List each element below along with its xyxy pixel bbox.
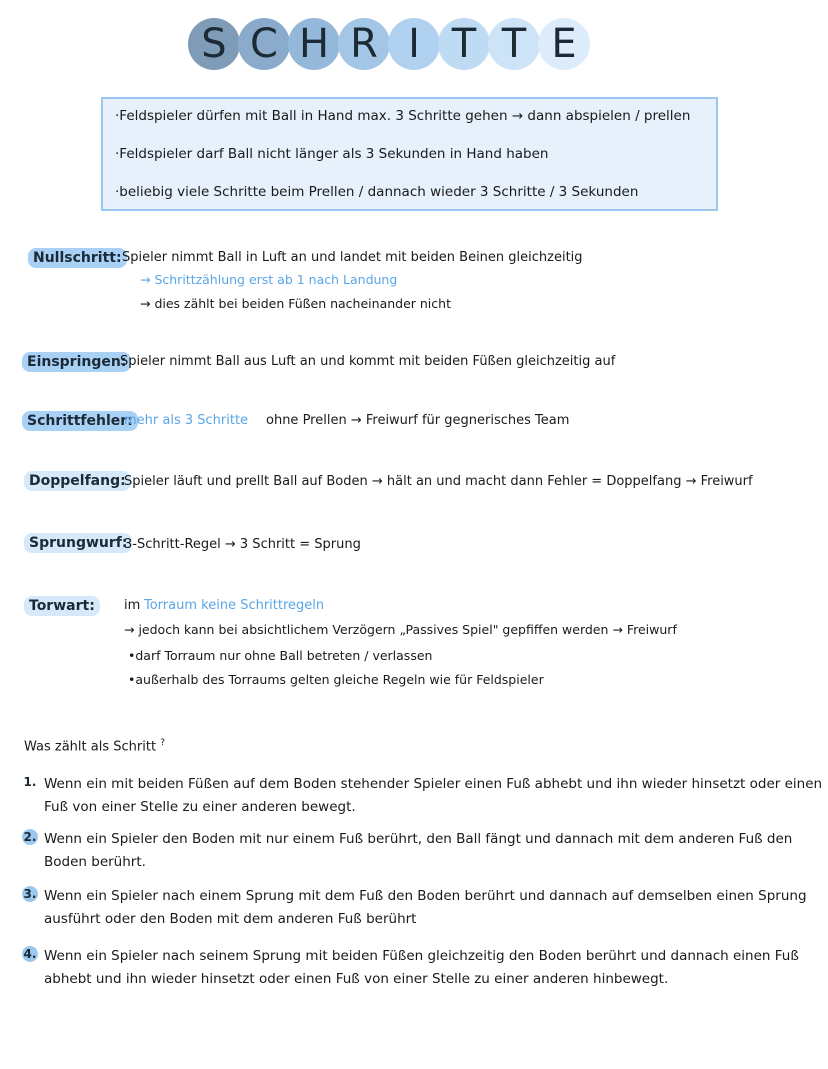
title-letter-circle: T [488, 18, 540, 70]
item-text: Wenn ein Spieler nach seinem Sprung mit beiden Füßen gleichzeitig den Boden berührt und dannach einen Fuß abhebt und ihn wieder hinsetzt oder einen Fuß von einer Stelle zu einer anderen hinbewegt. [44, 948, 799, 987]
nullschritt-sub2: → dies zählt bei beiden Füßen nacheinander nicht [140, 296, 451, 311]
einspringen-text: Spieler nimmt Ball aus Luft an und kommt mit beiden Füßen gleichzeitig auf [120, 354, 616, 369]
label-doppelfang: Doppelfang: [24, 471, 131, 491]
label-torwart: Torwart: [24, 596, 100, 616]
label-schrittfehler: Schrittfehler: [22, 411, 138, 431]
torwart-prefix: im [124, 598, 141, 613]
torwart-sub2: •darf Torraum nur ohne Ball betreten / verlassen [128, 648, 433, 663]
label-einspringen: Einspringen: [22, 352, 131, 372]
question-title-text: Was zählt als Schritt [24, 739, 157, 755]
title-letter-circle: S [188, 18, 240, 70]
item-number: 4. [23, 947, 37, 961]
item-number: 1. [23, 775, 37, 789]
question-title [24, 738, 165, 754]
item-number: 2. [23, 830, 37, 844]
title-letter-circle: E [538, 18, 590, 70]
list-item [22, 828, 817, 876]
doppelfang-text: Spieler läuft und prellt Ball auf Boden → hält an und macht dann Fehler = Doppelfang → Freiwurf [124, 474, 753, 489]
sprungwurf-text: 3-Schritt-Regel → 3 Schritt = Sprung [124, 537, 361, 552]
label-nullschritt: Nullschritt: [28, 248, 127, 268]
schrittfehler-accent: mehr als 3 Schritte [124, 413, 249, 428]
torwart-sub3: •außerhalb des Torraums gelten gleiche Regeln wie für Feldspieler [128, 672, 544, 687]
torwart-sub1: → jedoch kann bei absichtlichem Verzögern „Passives Spiel" gepfiffen werden → Freiwurf [124, 622, 677, 637]
item-text: Wenn ein mit beiden Füßen auf dem Boden stehender Spieler einen Fuß abhebt und ihn wieder hinsetzt oder einen Fuß von einer Stelle zu einer anderen bewegt. [44, 776, 823, 815]
title-letter-circle: C [238, 18, 290, 70]
rule-line: ·Feldspieler dürfen mit Ball in Hand max. 3 Schritte gehen → dann abspielen / prellen [115, 108, 691, 124]
item-text: Wenn ein Spieler nach einem Sprung mit dem Fuß den Boden berührt und dannach auf demselben einen Sprung ausführt oder den Boden mit dem anderen Fuß berührt [44, 888, 807, 927]
rule-line: ·beliebig viele Schritte beim Prellen / dannach wieder 3 Schritte / 3 Sekunden [115, 184, 639, 200]
title-letter-circle: T [438, 18, 490, 70]
question-mark: ? [160, 738, 165, 748]
list-item [22, 773, 823, 821]
item-number: 3. [23, 887, 37, 901]
list-item [22, 945, 817, 993]
rule-line: ·Feldspieler darf Ball nicht länger als 3 Sekunden in Hand haben [115, 146, 549, 162]
torwart-accent: Torraum keine Schrittregeln [144, 598, 325, 613]
item-text: Wenn ein Spieler den Boden mit nur einem Fuß berührt, den Ball fängt und dannach mit dem anderen Fuß den Boden berührt. [44, 831, 793, 870]
schrittfehler-text: ohne Prellen → Freiwurf für gegnerisches Team [266, 413, 570, 428]
nullschritt-sub1: → Schrittzählung erst ab 1 nach Landung [140, 272, 398, 287]
title-letter-circle: R [338, 18, 390, 70]
page-title [188, 18, 598, 72]
nullschritt-text: Spieler nimmt Ball in Luft an und landet mit beiden Beinen gleichzeitig [122, 250, 583, 265]
title-letter-circle: H [288, 18, 340, 70]
title-letter-circle: I [388, 18, 440, 70]
list-item [22, 885, 817, 933]
label-sprungwurf: Sprungwurf: [24, 533, 132, 553]
rules-box [101, 97, 718, 211]
